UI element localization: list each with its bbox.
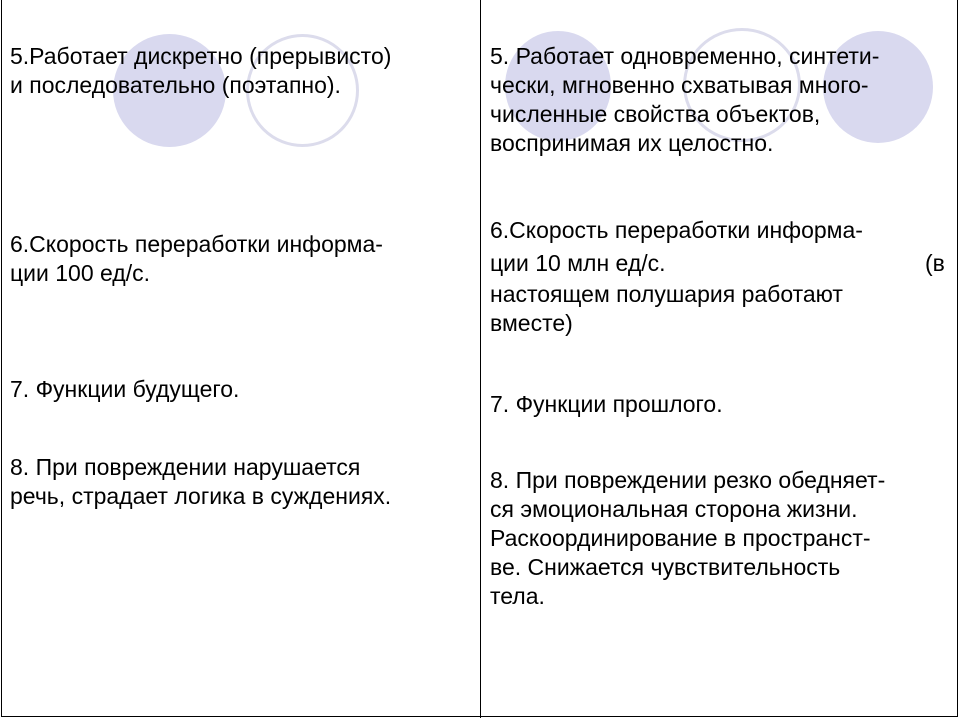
left-item-6: 6.Скорость переработки информа- ции 100 ед/с. <box>10 231 383 286</box>
column-divider <box>480 0 481 718</box>
right-item-5: 5. Работает одновременно, синтети- чески, мгновенно схватывая много- численные свойства объектов, воспринимая их целостно. <box>490 43 880 156</box>
left-item-5: 5.Работает дискретно (прерывисто) и последовательно (поэтапно). <box>10 43 392 98</box>
right-item-6-line1: 6.Скорость переработки информа- <box>490 217 863 243</box>
right-item-6-line2-end: (в <box>925 250 945 276</box>
left-item-7: 7. Функции будущего. <box>10 376 240 402</box>
right-item-7: 7. Функции прошлого. <box>490 391 723 417</box>
right-item-6-line2: ции 10 млн ед/с. <box>490 250 666 276</box>
right-item-6-rest: настоящем полушария работают вместе) <box>490 281 843 336</box>
left-item-8: 8. При повреждении нарушается речь, страдает логика в суждениях. <box>10 454 392 509</box>
right-item-8: 8. При повреждении резко обедняет- ся эмоциональная сторона жизни. Раскоординирование в пространст- ве. Снижается чувствительность тела. <box>490 467 886 609</box>
